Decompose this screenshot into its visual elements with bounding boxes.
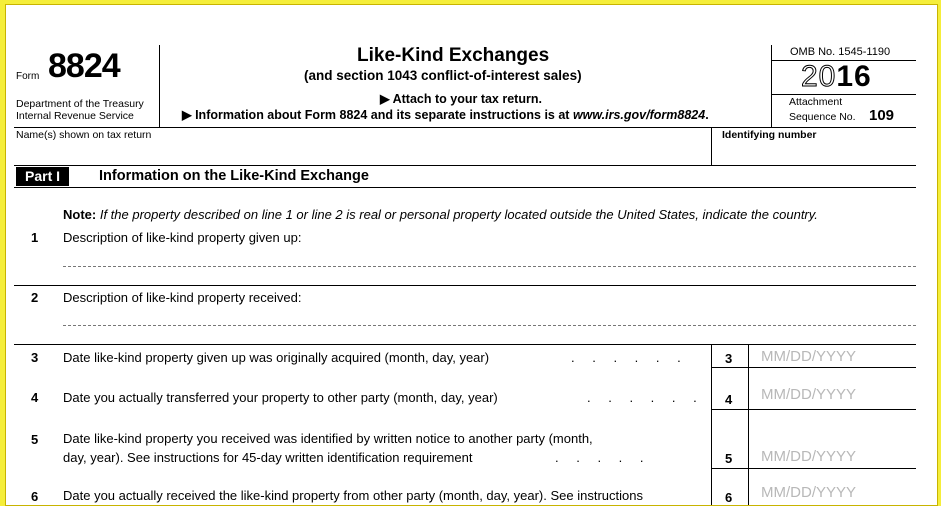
line-2-input[interactable] (63, 307, 917, 326)
agency-label: Internal Revenue Service (16, 110, 134, 122)
line-4-label: Date you actually transferred your property to other party (month, day, year) (63, 390, 498, 405)
line-4-dots: . . . . . . (587, 390, 704, 405)
line-2-underline (63, 325, 916, 326)
note: Note: If the property described on line 1 or line 2 is real or personal property located outside the United States, indicate the country. (63, 207, 818, 222)
names-label: Name(s) shown on tax return (16, 129, 152, 141)
sequence-label: Sequence No. (789, 111, 856, 123)
form-label: Form (16, 71, 40, 82)
form-subtitle: (and section 1043 conflict-of-interest sales) (304, 68, 582, 83)
line-1-rule (14, 285, 916, 286)
line-5-rule (711, 468, 916, 469)
form-8824 (5, 4, 938, 506)
header-divider-left (159, 45, 160, 127)
year-divider (771, 94, 916, 95)
tax-year: 2016 (801, 60, 872, 93)
header-divider-right (771, 45, 772, 127)
line-2-number: 2 (31, 290, 39, 305)
line-6-number: 6 (31, 489, 39, 504)
line-1-number: 1 (31, 230, 39, 245)
line-6-box-number: 6 (725, 490, 733, 505)
names-divider (711, 127, 712, 165)
department-label: Department of the Treasury (16, 98, 144, 110)
line-1-label: Description of like-kind property given up: (63, 230, 302, 245)
names-input[interactable] (16, 143, 700, 165)
line-5-dots: . . . . . (555, 450, 651, 465)
header-bottom-rule (14, 127, 916, 128)
form-title: Like-Kind Exchanges (357, 45, 550, 66)
line-5-label-2: day, year). See instructions for 45-day written identification requirement (63, 450, 473, 465)
attach-instruction: ▶ Attach to your tax return. (380, 92, 542, 106)
irs-link[interactable]: www.irs.gov/form8824 (572, 108, 706, 122)
line-2-label: Description of like-kind property received: (63, 290, 302, 305)
line-2-rule (14, 344, 916, 345)
line-4-date-input[interactable] (761, 386, 911, 403)
line-5-box-number: 5 (725, 451, 733, 466)
line-6-label: Date you actually received the like-kind property from other party (month, day, year). See instructions (63, 488, 643, 503)
attachment-label: Attachment (789, 96, 843, 108)
line-5-number: 5 (31, 432, 39, 447)
line-6-date-input[interactable] (761, 484, 911, 501)
identifying-number-label: Identifying number (722, 129, 817, 141)
answer-col-left (711, 344, 712, 505)
line-3-rule (711, 367, 916, 368)
names-bottom-rule (14, 165, 916, 166)
form-number: 8824 (48, 47, 120, 85)
line-1-input[interactable] (63, 248, 917, 267)
part1-badge: Part I (16, 167, 69, 186)
info-instruction: ▶ Information about Form 8824 and its separate instructions is at www.irs.gov/form8824. (182, 108, 709, 122)
line-3-box-number: 3 (725, 351, 733, 366)
omb-number: OMB No. 1545-1190 (790, 46, 891, 58)
line-4-box-number: 4 (725, 392, 733, 407)
line-4-rule (711, 409, 916, 410)
answer-col-box-divider (748, 344, 749, 505)
identifying-number-input[interactable] (722, 143, 916, 165)
part1-rule (14, 187, 916, 188)
part1-title: Information on the Like-Kind Exchange (99, 168, 369, 184)
line-1-underline (63, 266, 916, 267)
line-3-date-input[interactable] (761, 348, 911, 365)
sequence-number: 109 (869, 107, 895, 124)
line-3-dots: . . . . . . (571, 350, 688, 365)
line-4-number: 4 (31, 390, 39, 405)
line-5-date-input[interactable] (761, 448, 911, 465)
line-3-label: Date like-kind property given up was originally acquired (month, day, year) (63, 350, 490, 365)
line-5-label-1: Date like-kind property you received was identified by written notice to another party (month, (63, 431, 593, 446)
line-3-number: 3 (31, 350, 39, 365)
